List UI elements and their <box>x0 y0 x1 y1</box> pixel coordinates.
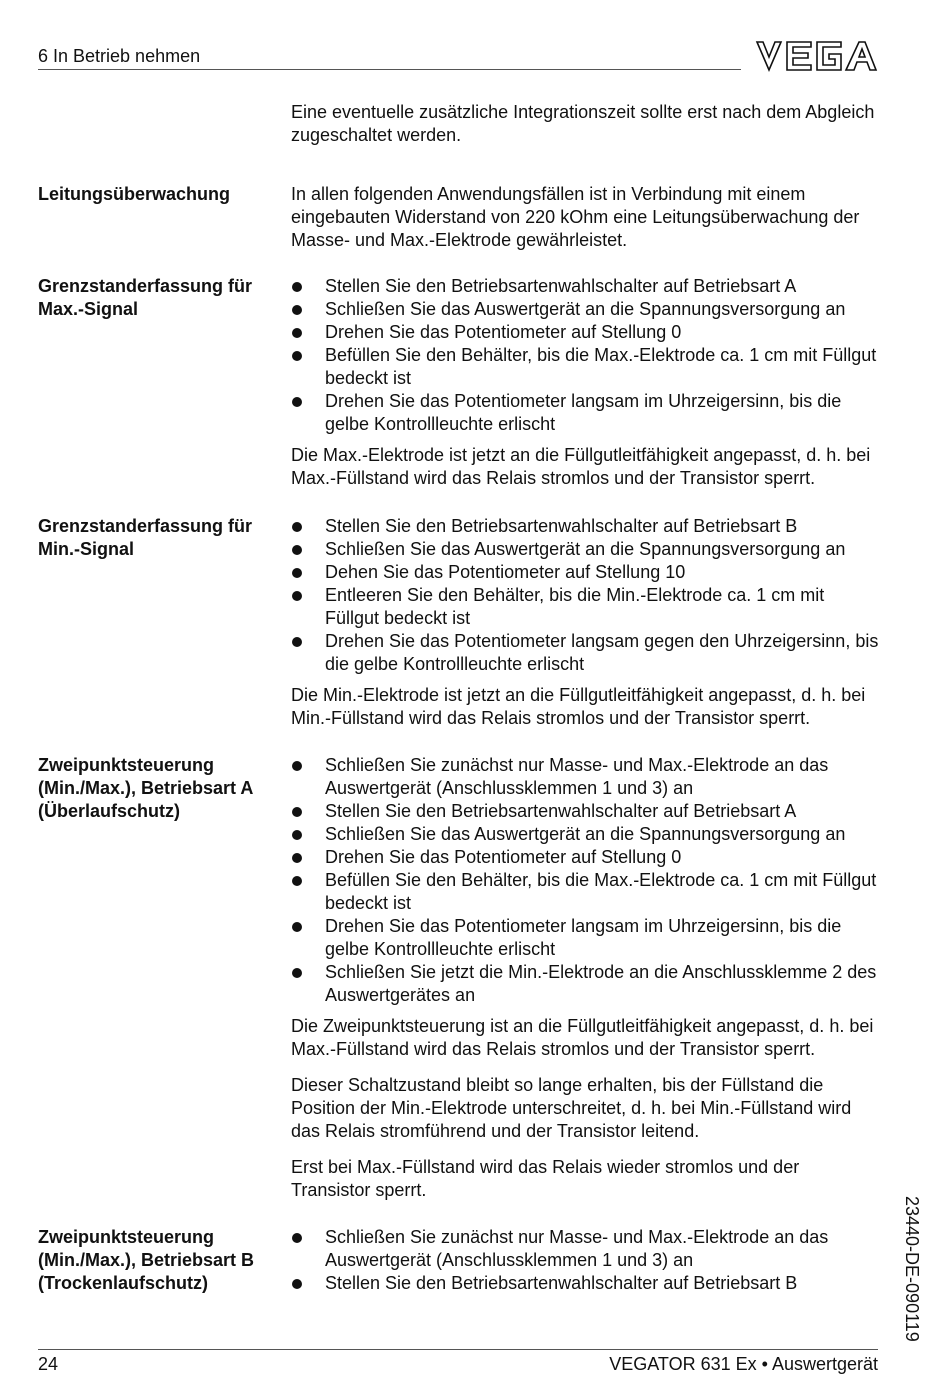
zweipunkt-a-final-text: Erst bei Max.-Füllstand wird das Relais wieder stromlos und der Transistor sperrt. <box>291 1157 800 1200</box>
header-rule <box>38 69 741 70</box>
document-id: 23440-DE-090119 <box>902 1196 922 1342</box>
section-zweipunkt-a <box>291 754 883 1202</box>
list-item: Befüllen Sie den Behälter, bis die Max.-Elektrode ca. 1 cm mit Füllgut bedeckt ist <box>291 344 883 390</box>
section-zweipunkt-b <box>291 1226 883 1295</box>
list-item: Entleeren Sie den Behälter, bis die Min.-Elektrode ca. 1 cm mit Füllgut bedeckt ist <box>291 584 883 630</box>
list-item: Schließen Sie das Auswertgerät an die Spannungsversorgung an <box>291 823 883 846</box>
zweipunkt-a-steps-list <box>291 754 883 1007</box>
min-result-text: Die Min.-Elektrode ist jetzt an die Füllgutleitfähigkeit angepasst, d. h. bei Min.-Füllstand wird das Relais stromlos und der Transistor sperrt. <box>291 685 866 728</box>
max-result-text: Die Max.-Elektrode ist jetzt an die Füllgutleitfähigkeit angepasst, d. h. bei Max.-Füllstand wird das Relais stromlos und der Transistor sperrt. <box>291 445 871 488</box>
list-item: Schließen Sie das Auswertgerät an die Spannungsversorgung an <box>291 298 883 321</box>
zweipunkt-a-result-text: Die Zweipunktsteuerung ist an die Füllgutleitfähigkeit angepasst, d. h. bei Max.-Füllstand wird das Relais stromlos und der Transistor sperrt. <box>291 1016 874 1059</box>
side-heading-leitung: Leitungsüberwachung <box>38 184 231 204</box>
intro-paragraph <box>291 101 883 147</box>
min-steps-list <box>291 515 883 676</box>
section-leitung <box>291 183 883 252</box>
zweipunkt-a-state-text: Dieser Schaltzustand bleibt so lange erhalten, bis der Füllstand die Position der Min.-Elektrode unterschreitet, d. h. bei Min.-Füllstand wird das Relais stromführend und der Transistor leitend. <box>291 1075 852 1141</box>
vega-logo <box>755 38 878 74</box>
list-item: Drehen Sie das Potentiometer auf Stellung 0 <box>291 321 883 344</box>
list-item: Schließen Sie jetzt die Min.-Elektrode an die Anschlussklemme 2 des Auswertgerätes an <box>291 961 883 1007</box>
list-item: Drehen Sie das Potentiometer auf Stellung 0 <box>291 846 883 869</box>
list-item: Drehen Sie das Potentiometer langsam im Uhrzeigersinn, bis die gelbe Kontrollleuchte erlischt <box>291 390 883 436</box>
side-heading-zweipunkt-a: Zweipunktsteuerung (Min./Max.), Betriebsart A (Überlaufschutz) <box>38 755 253 821</box>
list-item: Stellen Sie den Betriebsartenwahlschalter auf Betriebsart A <box>291 275 883 298</box>
list-item: Drehen Sie das Potentiometer langsam gegen den Uhrzeigersinn, bis die gelbe Kontrollleuchte erlischt <box>291 630 883 676</box>
list-item: Schließen Sie zunächst nur Masse- und Max.-Elektrode an das Auswertgerät (Anschlussklemmen 1 und 3) an <box>291 1226 883 1272</box>
list-item: Stellen Sie den Betriebsartenwahlschalter auf Betriebsart A <box>291 800 883 823</box>
intro-text: Eine eventuelle zusätzliche Integrationszeit sollte erst nach dem Abgleich zugeschaltet werden. <box>291 102 875 145</box>
section-max <box>291 275 883 490</box>
side-heading-min: Grenzstanderfassung für Min.-Signal <box>38 516 253 559</box>
page-number: 24 <box>38 1354 59 1374</box>
footer-title: VEGATOR 631 Ex • Auswertgerät <box>609 1354 878 1374</box>
zweipunkt-b-steps-list <box>291 1226 883 1295</box>
list-item: Dehen Sie das Potentiometer auf Stellung 10 <box>291 561 883 584</box>
leitung-text: In allen folgenden Anwendungsfällen ist in Verbindung mit einem eingebauten Widerstand von 220 kOhm eine Leitungsüberwachung der Masse- und Max.-Elektrode gewährleistet. <box>291 184 860 250</box>
list-item: Stellen Sie den Betriebsartenwahlschalter auf Betriebsart B <box>291 1272 883 1295</box>
list-item: Befüllen Sie den Behälter, bis die Max.-Elektrode ca. 1 cm mit Füllgut bedeckt ist <box>291 869 883 915</box>
list-item: Schließen Sie zunächst nur Masse- und Max.-Elektrode an das Auswertgerät (Anschlussklemmen 1 und 3) an <box>291 754 883 800</box>
running-header: 6 In Betrieb nehmen <box>38 46 201 66</box>
list-item: Schließen Sie das Auswertgerät an die Spannungsversorgung an <box>291 538 883 561</box>
list-item: Drehen Sie das Potentiometer langsam im Uhrzeigersinn, bis die gelbe Kontrollleuchte erlischt <box>291 915 883 961</box>
side-heading-max: Grenzstanderfassung für Max.-Signal <box>38 276 253 319</box>
side-heading-zweipunkt-b: Zweipunktsteuerung (Min./Max.), Betriebsart B (Trockenlaufschutz) <box>38 1227 255 1293</box>
section-min <box>291 515 883 730</box>
footer-rule <box>38 1349 878 1350</box>
max-steps-list <box>291 275 883 436</box>
list-item: Stellen Sie den Betriebsartenwahlschalter auf Betriebsart B <box>291 515 883 538</box>
